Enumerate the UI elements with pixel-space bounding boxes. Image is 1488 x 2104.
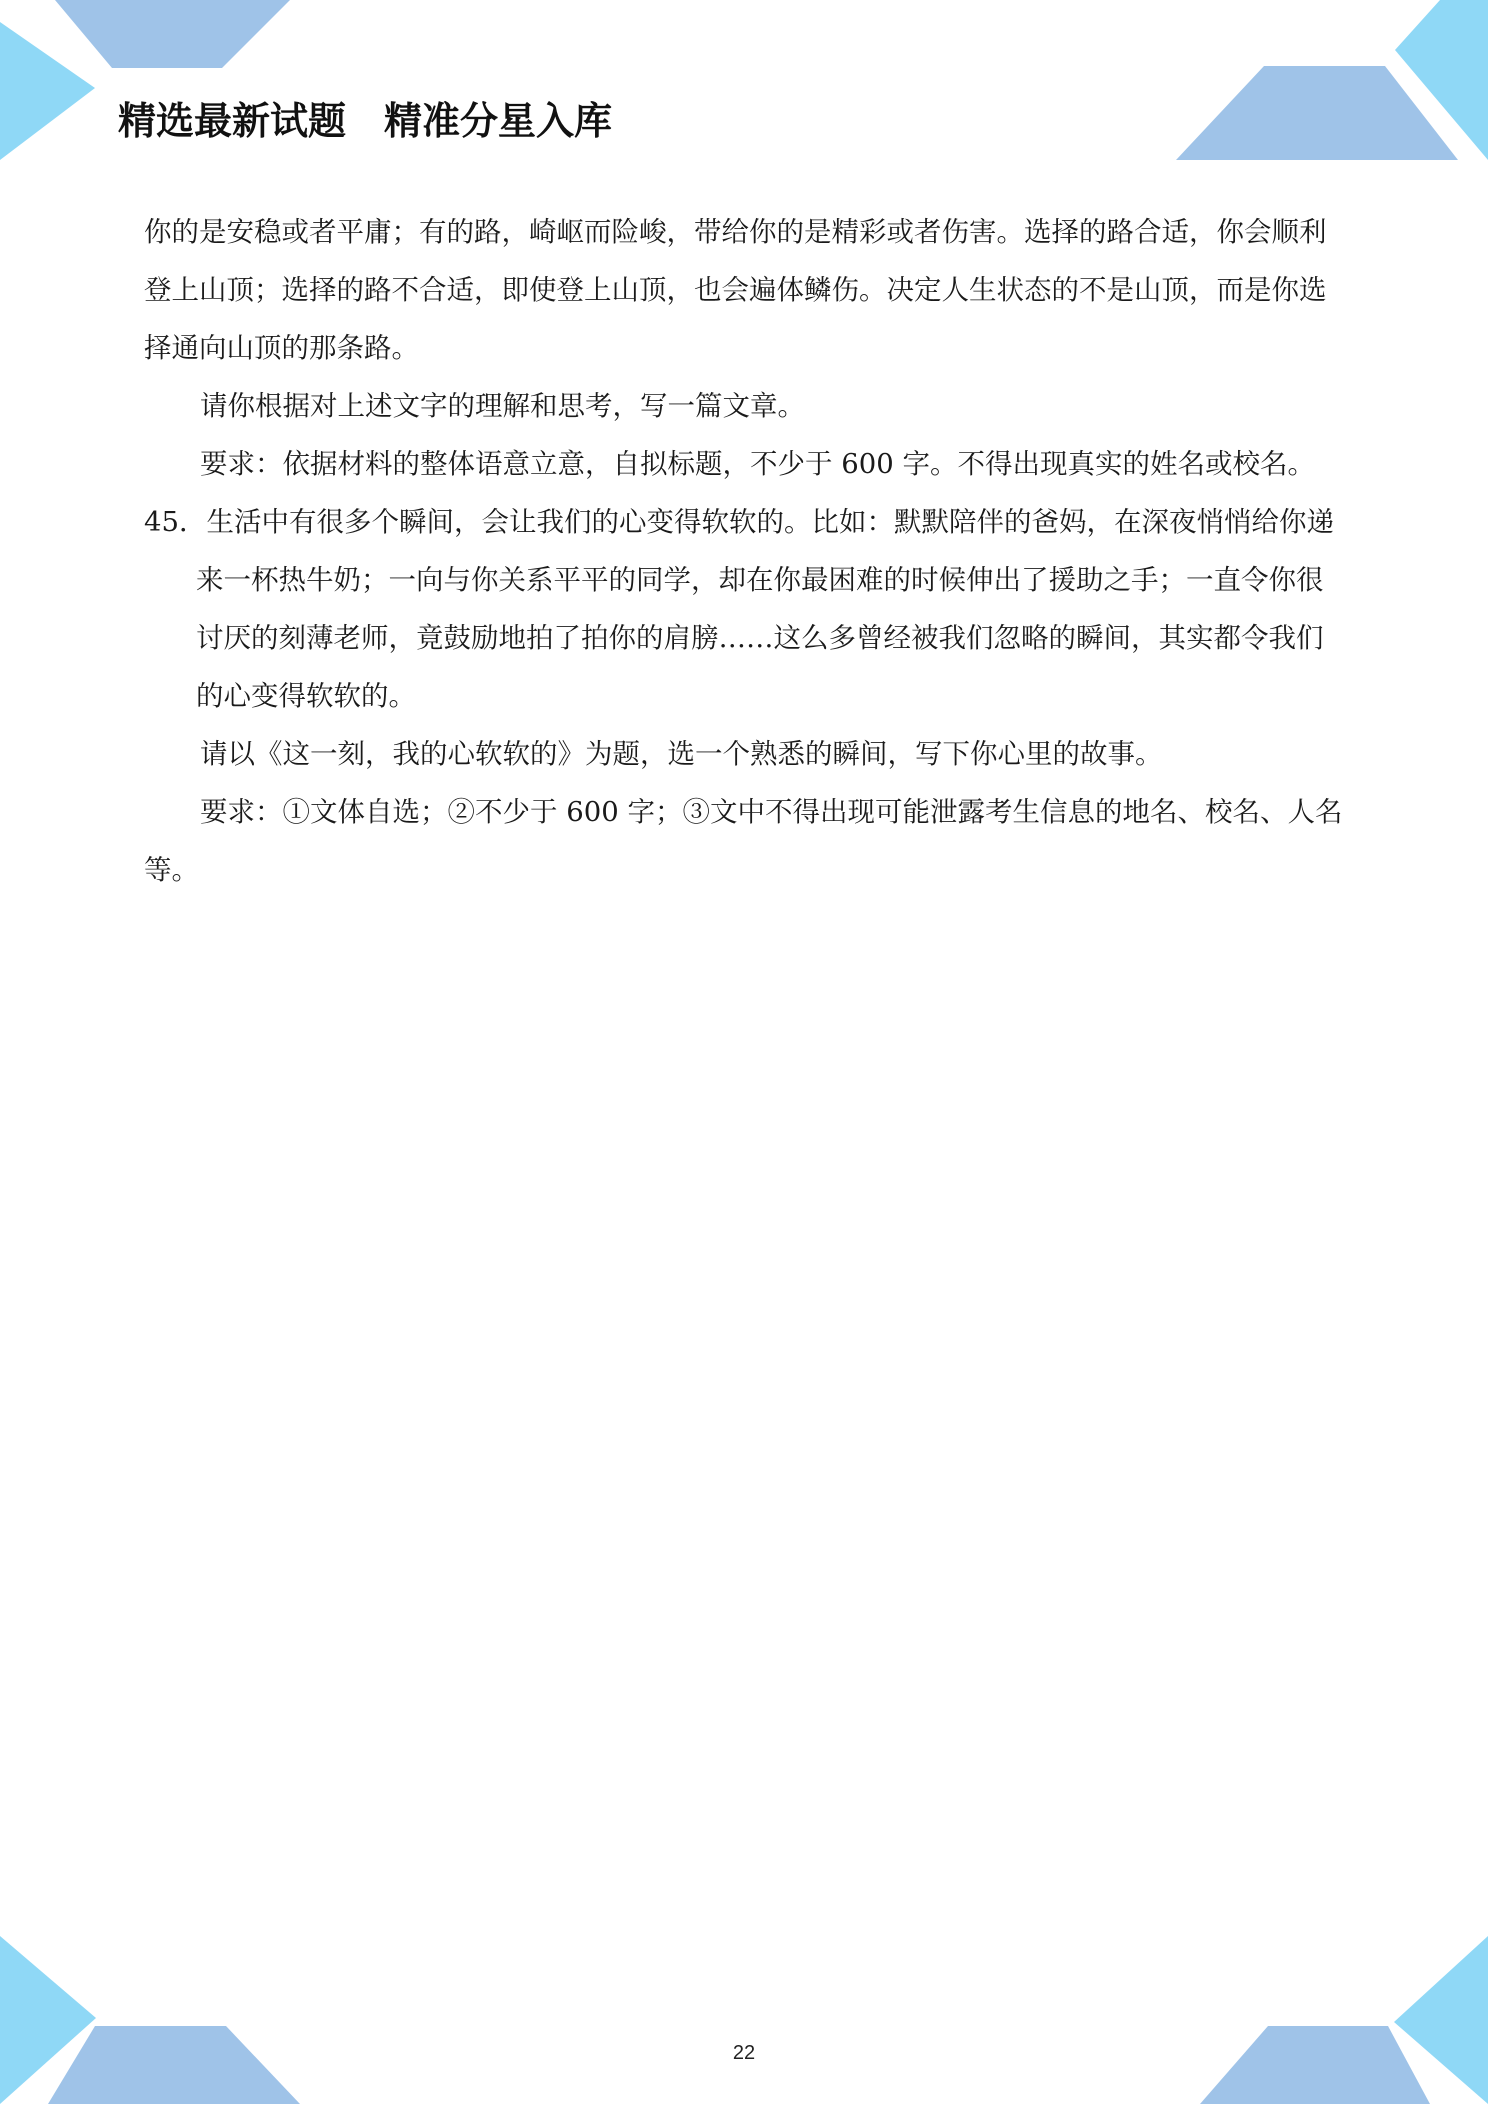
topic-paragraph: 请以《这一刻，我的心软软的》为题，选一个熟悉的瞬间，写下你心里的故事。 (200, 738, 1163, 770)
corner-trapezoid-top-left (55, 0, 290, 68)
page-number: 22 (732, 2042, 756, 2064)
question-text: 生活中有很多个瞬间，会让我们的心变得软软的。比如：默默陪伴的爸妈，在深夜悄悄给你递来一杯热牛奶；一向与你关系平平的同学，却在你最困难的时候伸出了援助之手；一直令你很讨厌的刻薄老师，竟鼓励地拍了拍你的肩膀……这么多曾经被我们忽略的瞬间，其实都令我们的心变得软软的。 (196, 506, 1334, 712)
corner-trapezoid-top-right (1176, 66, 1458, 160)
document-body (144, 203, 1344, 899)
requirement-paragraph-2: 要求：①文体自选；②不少于 600 字；③文中不得出现可能泄露考生信息的地名、校名、人名等。 (144, 796, 1343, 886)
corner-triangle-top-left (0, 22, 95, 160)
question-45 (144, 493, 1344, 725)
requirement-paragraph: 要求：依据材料的整体语意立意，自拟标题，不少于 600 字。不得出现真实的姓名或校名。 (200, 448, 1315, 480)
material-paragraph: 你的是安稳或者平庸；有的路，崎岖而险峻，带给你的是精彩或者伤害。选择的路合适，你会顺利登上山顶；选择的路不合适，即使登上山顶，也会遍体鳞伤。决定人生状态的不是山顶，而是你选择通向山顶的那条路。 (144, 216, 1327, 364)
question-number: 45． (144, 506, 207, 538)
corner-trapezoid-bottom-right (1200, 2026, 1430, 2104)
instruction-paragraph: 请你根据对上述文字的理解和思考，写一篇文章。 (200, 390, 805, 422)
header-title: 精选最新试题 精准分星入库 (118, 99, 613, 143)
corner-trapezoid-bottom-left (48, 2026, 300, 2104)
